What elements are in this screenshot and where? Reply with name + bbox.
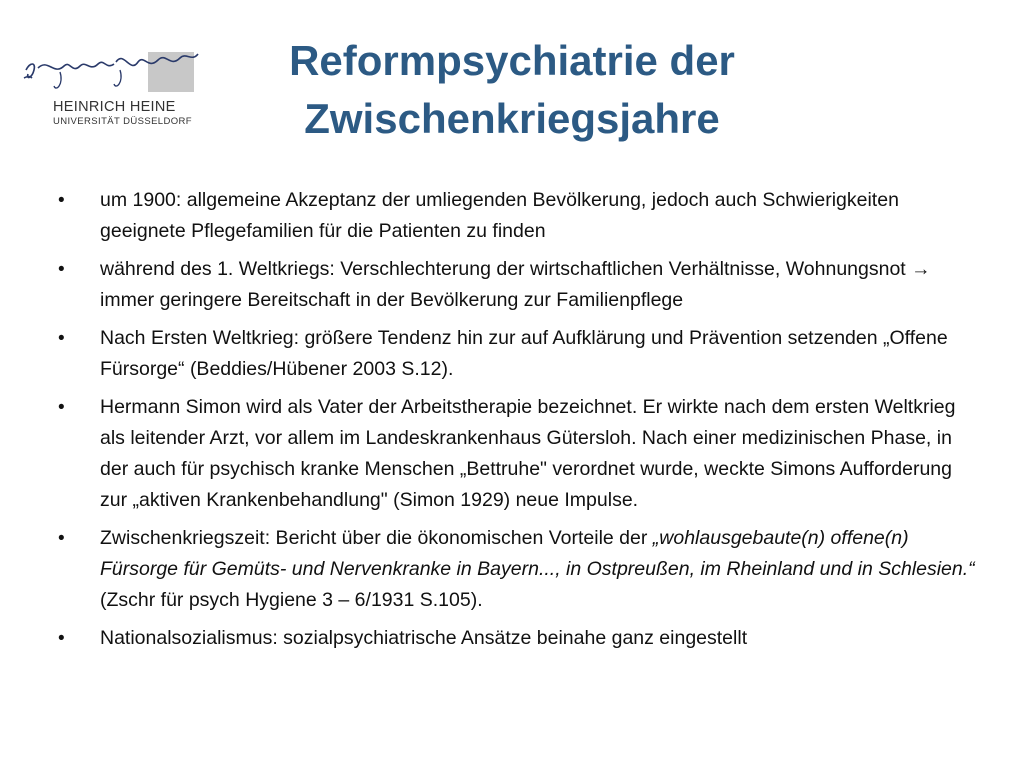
bullet-item: [58, 323, 978, 385]
title-line-1: Reformpsychiatrie der: [289, 37, 735, 84]
logo-name: HEINRICH HEINE: [53, 99, 176, 115]
title-line-2: Zwischenkriegsjahre: [304, 95, 720, 142]
bullet-citation: (Zschr für psych Hygiene 3 – 6/1931 S.105).: [100, 589, 483, 611]
bullet-text: Nach Ersten Weltkrieg: größere Tendenz hin zur auf Aufklärung und Prävention setzenden „Offene Fürsorge“ (Beddies/Hübener 2003 S.12).: [100, 327, 948, 380]
signature-stroke-1: [24, 64, 34, 78]
bullet-quote-italic: „wohlausgebaute(n) offene(n) Fürsorge für Gemüts- und Nervenkranke in Bayern..., in Ostpreußen, im Rheinland und in Schlesien.“: [100, 527, 975, 580]
bullet-dot: •: [58, 397, 65, 418]
logo-university: UNIVERSITÄT DÜSSELDORF: [53, 116, 193, 127]
signature-stroke-2: [38, 62, 114, 69]
signature-logo-icon: [20, 40, 200, 100]
bullet-dot: •: [58, 190, 65, 211]
logo-grey-block: [148, 52, 194, 92]
bullet-text: Hermann Simon wird als Vater der Arbeitstherapie bezeichnet. Er wirkte nach dem ersten Weltkrieg als leitender Arzt, vor allem im Landeskrankenhaus Gütersloh. Nach einer medizinischen Phase, in der auch für psychisch kranke Menschen „Bettruhe" verordnet wurde, weckte Simons Aufforderung zur „aktiven Krankenbehandlung" (Simon 1929) neue Impulse.: [100, 396, 956, 511]
bullet-item: [58, 254, 978, 316]
bullet-dot: •: [58, 528, 65, 549]
signature-stroke-4: [54, 70, 121, 88]
bullet-item: [58, 523, 978, 616]
bullet-item: [58, 623, 978, 654]
bullet-dot: •: [58, 328, 65, 349]
slide-title: [200, 32, 824, 148]
bullet-item: [58, 185, 978, 247]
bullet-text: Nationalsozialismus: sozialpsychiatrische Ansätze beinahe ganz eingestellt: [100, 627, 748, 649]
bullet-dot: •: [58, 628, 65, 649]
bullet-text: um 1900: allgemeine Akzeptanz der umliegenden Bevölkerung, jedoch auch Schwierigkeiten geeignete Pflegefamilien für die Patienten zu finden: [100, 189, 899, 242]
bullet-dot: •: [58, 259, 65, 280]
bullet-list: [58, 185, 978, 661]
arrow-right-icon: →: [911, 258, 931, 280]
bullet-text-continued: immer geringere Bereitschaft in der Bevölkerung zur Familienpflege: [100, 289, 684, 311]
bullet-text: während des 1. Weltkriegs: Verschlechterung der wirtschaftlichen Verhältnisse, Wohnungsnot: [100, 258, 912, 280]
university-logo: [20, 40, 200, 132]
bullet-item: [58, 392, 978, 516]
bullet-text: Zwischenkriegszeit: Bericht über die ökonomischen Vorteile der: [100, 527, 653, 549]
